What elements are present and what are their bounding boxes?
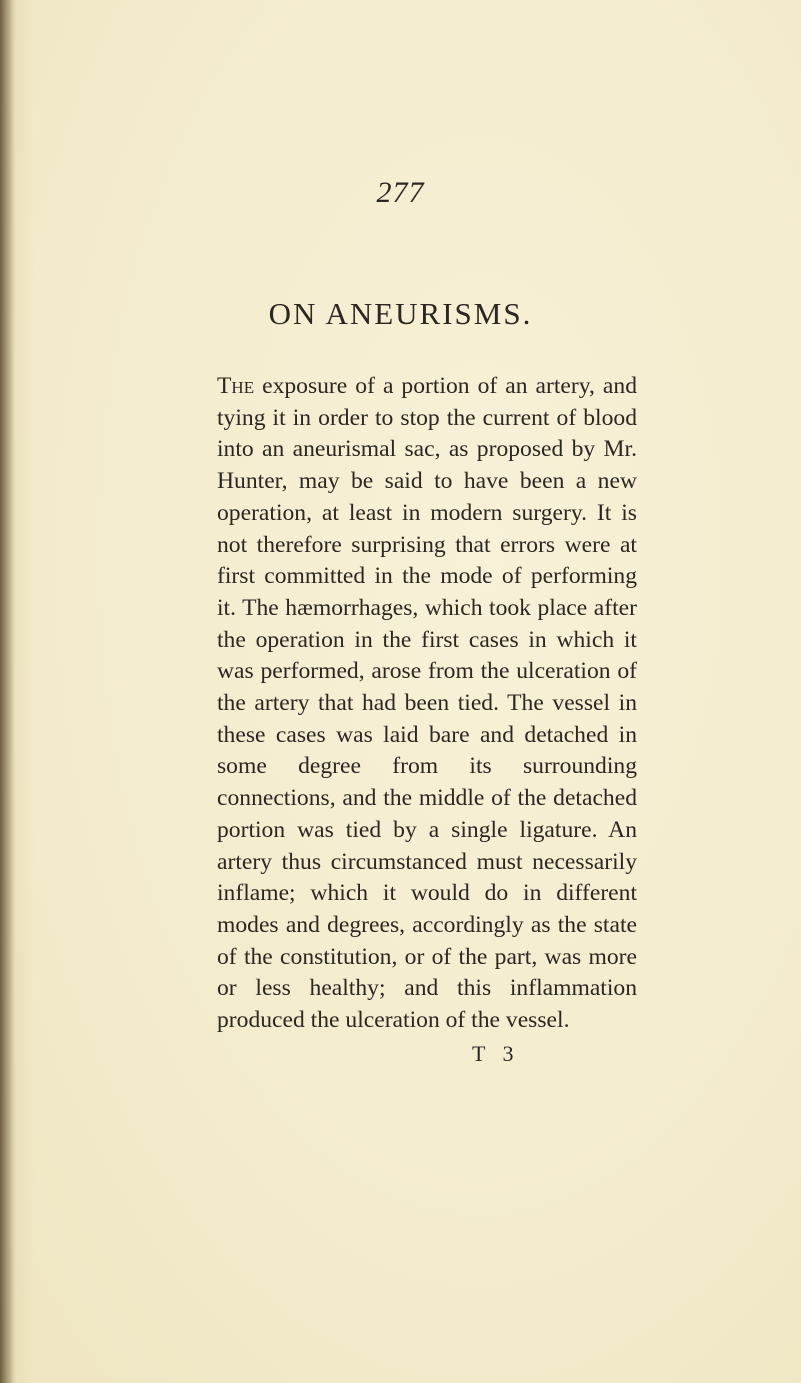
paragraph — [217, 371, 637, 1037]
page-number: 277 — [376, 176, 425, 209]
body-paragraph — [217, 371, 637, 1037]
first-word: The — [217, 373, 255, 399]
chapter-title: ON ANEURISMS. — [268, 296, 533, 331]
paragraph-text: exposure of a portion of an artery, and tying it in order to stop the current of blood into an aneurismal sac, as proposed by Mr. Hunter, may be said to have been a new operation, at least in modern surgery. It is not therefore surprising that errors were at first committed in the mode of performing it. The hæmorrhages, which took place after the operation in the first cases in which it was performed, arose from the ulceration of the artery that had been tied. The vessel in these cases was laid bare and detached in some degree from its surrounding connections, and the middle of the detached portion was tied by a single ligature. An artery thus circumstanced must necessarily inflame; which it would do in different modes and degrees, accordingly as the state of the constitution, or of the part, was more or less healthy; and this inflammation produced the ulceration of the vessel. — [217, 373, 637, 1034]
signature-mark: T 3 — [472, 1041, 520, 1066]
